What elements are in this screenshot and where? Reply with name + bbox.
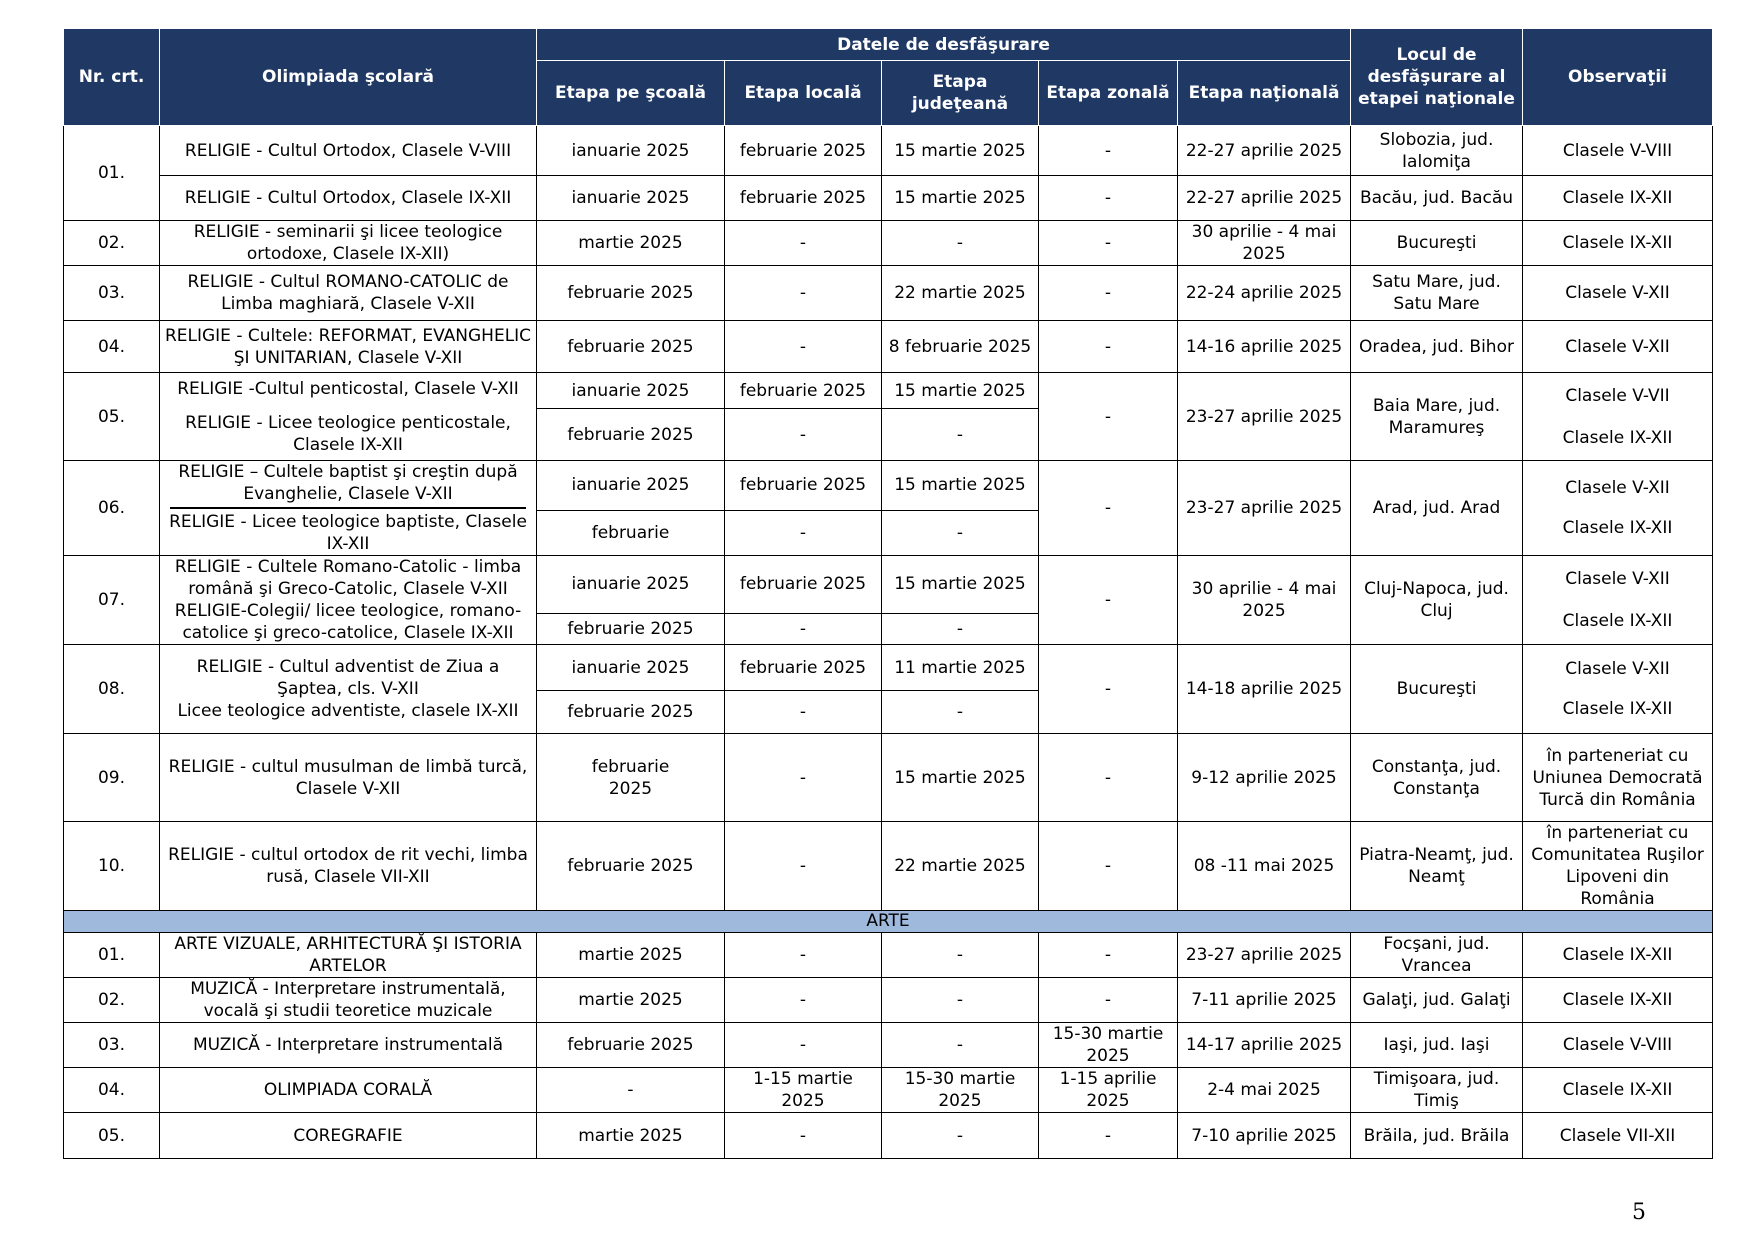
row-zonala: 1-15 aprilie 2025: [1039, 1068, 1178, 1113]
row-scoala: februarie 2025: [537, 613, 725, 644]
table-row: [64, 373, 1713, 409]
row-scoala: ianuarie 2025: [537, 461, 725, 511]
row-nationala: 22-24 aprilie 2025: [1178, 266, 1351, 321]
header-datele: Datele de desfăşurare: [537, 29, 1351, 61]
row-scoala: februarie 2025: [537, 822, 725, 911]
row-scoala: martie 2025: [537, 1113, 725, 1159]
table-row: [64, 321, 1713, 373]
table-row: [64, 734, 1713, 822]
row-judeteana: 15 martie 2025: [882, 734, 1039, 822]
table-row: [64, 645, 1713, 691]
table-row: [64, 978, 1713, 1023]
row-nr: 05.: [64, 1113, 160, 1159]
row-loc: Satu Mare, jud. Satu Mare: [1351, 266, 1523, 321]
row-judeteana: -: [882, 510, 1039, 555]
row-loc: Focşani, jud. Vrancea: [1351, 933, 1523, 978]
header-etapa-judeteana: Etapa judeţeană: [882, 61, 1039, 126]
row-obs: Clasele IX-XII: [1523, 176, 1713, 221]
row-nr: 07.: [64, 556, 160, 645]
table-row: [64, 1113, 1713, 1159]
row-olimpiada: RELIGIE - Cultele: REFORMAT, EVANGHELIC ŞI UNITARIAN, Clasele V-XII: [160, 321, 537, 373]
table-row: [64, 822, 1713, 911]
obs-line-b: Clasele IX-XII: [1562, 518, 1673, 538]
table-row: [64, 556, 1713, 614]
row-scoala: ianuarie 2025: [537, 556, 725, 614]
olimpiada-line-b: RELIGIE - Licee teologice baptiste, Clasele IX-XII: [169, 512, 527, 554]
row-locala: 1-15 martie 2025: [725, 1068, 882, 1113]
row-loc: Bucureşti: [1351, 645, 1523, 734]
row-nationala: 9-12 aprilie 2025: [1178, 734, 1351, 822]
row-loc: Arad, jud. Arad: [1351, 461, 1523, 556]
row-nationala: 14-17 aprilie 2025: [1178, 1023, 1351, 1068]
row-locala: februarie 2025: [725, 556, 882, 614]
row-loc: Timişoara, jud. Timiş: [1351, 1068, 1523, 1113]
row-locala: -: [725, 409, 882, 461]
row-nr: 09.: [64, 734, 160, 822]
row-olimpiada: RELIGIE - seminarii şi licee teologice ortodoxe, Clasele IX-XII): [160, 221, 537, 266]
row-olimpiada: RELIGIE - Cultul ROMANO-CATOLIC de Limba maghiară, Clasele V-XII: [160, 266, 537, 321]
row-scoala: ianuarie 2025: [537, 126, 725, 176]
row-locala: -: [725, 613, 882, 644]
row-scoala: februarie 2025: [537, 734, 725, 822]
row-scoala: martie 2025: [537, 978, 725, 1023]
row-obs: [1523, 645, 1713, 734]
table-row: [64, 126, 1713, 176]
header-etapa-zonala: Etapa zonală: [1039, 61, 1178, 126]
row-locala: februarie 2025: [725, 176, 882, 221]
row-obs: Clasele IX-XII: [1523, 221, 1713, 266]
row-nr: 05.: [64, 373, 160, 461]
row-locala: -: [725, 510, 882, 555]
table-row: [64, 461, 1713, 511]
row-nr: 06.: [64, 461, 160, 556]
row-nationala: 23-27 aprilie 2025: [1178, 373, 1351, 461]
row-locala: februarie 2025: [725, 645, 882, 691]
row-nr: 02.: [64, 978, 160, 1023]
row-zonala: -: [1039, 126, 1178, 176]
row-loc: Brăila, jud. Brăila: [1351, 1113, 1523, 1159]
row-scoala: februarie 2025: [537, 691, 725, 734]
row-obs: Clasele VII-XII: [1523, 1113, 1713, 1159]
row-scoala: ianuarie 2025: [537, 645, 725, 691]
row-loc: Bacău, jud. Bacău: [1351, 176, 1523, 221]
row-judeteana: -: [882, 1023, 1039, 1068]
row-zonala: -: [1039, 822, 1178, 911]
row-nationala: 2-4 mai 2025: [1178, 1068, 1351, 1113]
row-judeteana: 15-30 martie 2025: [882, 1068, 1039, 1113]
row-olimpiada: [160, 461, 537, 556]
page-number: 5: [1632, 1200, 1646, 1225]
row-scoala: ianuarie 2025: [537, 176, 725, 221]
divider: [170, 507, 526, 509]
row-zonala: -: [1039, 933, 1178, 978]
row-locala: -: [725, 691, 882, 734]
row-loc: Galaţi, jud. Galaţi: [1351, 978, 1523, 1023]
header-etapa-locala: Etapa locală: [725, 61, 882, 126]
row-nationala: 14-16 aprilie 2025: [1178, 321, 1351, 373]
row-locala: februarie 2025: [725, 373, 882, 409]
row-scoala: februarie 2025: [537, 321, 725, 373]
row-locala: -: [725, 933, 882, 978]
row-nr: 03.: [64, 1023, 160, 1068]
row-obs: Clasele IX-XII: [1523, 978, 1713, 1023]
olimpiada-line-b: Licee teologice adventiste, clasele IX-XII: [177, 701, 519, 721]
row-judeteana: -: [882, 613, 1039, 644]
row-judeteana: -: [882, 978, 1039, 1023]
row-olimpiada: RELIGIE - cultul musulman de limbă turcă, Clasele V-XII: [160, 734, 537, 822]
row-nationala: 22-27 aprilie 2025: [1178, 176, 1351, 221]
row-nationala: 23-27 aprilie 2025: [1178, 933, 1351, 978]
row-locala: -: [725, 266, 882, 321]
row-scoala: ianuarie 2025: [537, 373, 725, 409]
row-locala: februarie 2025: [725, 126, 882, 176]
olimpiada-line-a: RELIGIE - Cultul adventist de Ziua a Şaptea, cls. V-XII: [196, 657, 500, 699]
row-olimpiada: MUZICĂ - Interpretare instrumentală: [160, 1023, 537, 1068]
row-zonala: -: [1039, 373, 1178, 461]
row-nr: 03.: [64, 266, 160, 321]
olimpiada-line-a: RELIGIE – Cultele baptist şi creştin după Evanghelie, Clasele V-XII: [178, 462, 518, 504]
row-judeteana: 15 martie 2025: [882, 176, 1039, 221]
row-nationala: 30 aprilie - 4 mai 2025: [1178, 556, 1351, 645]
row-judeteana: -: [882, 409, 1039, 461]
row-zonala: -: [1039, 734, 1178, 822]
row-judeteana: 22 martie 2025: [882, 266, 1039, 321]
row-judeteana: 11 martie 2025: [882, 645, 1039, 691]
row-nationala: 7-10 aprilie 2025: [1178, 1113, 1351, 1159]
obs-line-b: Clasele IX-XII: [1562, 427, 1673, 448]
row-obs: Clasele V-XII: [1523, 266, 1713, 321]
row-judeteana: -: [882, 933, 1039, 978]
row-judeteana: 8 februarie 2025: [882, 321, 1039, 373]
row-olimpiada: MUZICĂ - Interpretare instrumentală, vocală şi studii teoretice muzicale: [160, 978, 537, 1023]
obs-line-a: Clasele V-VII: [1565, 385, 1670, 406]
section-row: [64, 911, 1713, 933]
section-arte-title: ARTE: [64, 911, 1713, 933]
row-locala: -: [725, 321, 882, 373]
row-obs: Clasele V-VIII: [1523, 1023, 1713, 1068]
row-judeteana: 15 martie 2025: [882, 556, 1039, 614]
row-judeteana: 15 martie 2025: [882, 126, 1039, 176]
row-obs: Clasele IX-XII: [1523, 933, 1713, 978]
row-olimpiada: [160, 556, 537, 645]
row-scoala: -: [537, 1068, 725, 1113]
olympiad-schedule-table: [63, 28, 1713, 1159]
row-zonala: -: [1039, 176, 1178, 221]
row-scoala: martie 2025: [537, 933, 725, 978]
row-scoala: martie 2025: [537, 221, 725, 266]
row-obs: în parteneriat cu Comunitatea Ruşilor Lipoveni din România: [1523, 822, 1713, 911]
table-row: [64, 176, 1713, 221]
header-olimpiada: Olimpiada şcolară: [160, 29, 537, 126]
header-nr: Nr. crt.: [64, 29, 160, 126]
row-zonala: -: [1039, 1113, 1178, 1159]
obs-line-a: Clasele V-XII: [1565, 478, 1670, 498]
obs-line-b: Clasele IX-XII: [1562, 611, 1673, 631]
row-judeteana: -: [882, 1113, 1039, 1159]
row-nationala: 23-27 aprilie 2025: [1178, 461, 1351, 556]
row-loc: Oradea, jud. Bihor: [1351, 321, 1523, 373]
table-row: [64, 1023, 1713, 1068]
row-obs: Clasele V-VIII: [1523, 126, 1713, 176]
row-locala: -: [725, 221, 882, 266]
olimpiada-line-b: RELIGIE-Colegii/ licee teologice, romano-catolice şi greco-catolice, Clasele IX-XII: [174, 601, 522, 643]
row-obs: [1523, 461, 1713, 556]
row-zonala: -: [1039, 321, 1178, 373]
row-locala: -: [725, 1113, 882, 1159]
row-nr: 08.: [64, 645, 160, 734]
row-loc: Bucureşti: [1351, 221, 1523, 266]
olimpiada-line-a: RELIGIE -Cultul penticostal, Clasele V-XII: [177, 378, 519, 399]
row-scoala: februarie 2025: [537, 409, 725, 461]
row-locala: -: [725, 1023, 882, 1068]
row-nationala: 08 -11 mai 2025: [1178, 822, 1351, 911]
row-zonala: -: [1039, 221, 1178, 266]
olimpiada-line-b: RELIGIE - Licee teologice penticostale, Clasele IX-XII: [185, 412, 511, 455]
row-loc: Iaşi, jud. Iaşi: [1351, 1023, 1523, 1068]
row-scoala: februarie 2025: [537, 1023, 725, 1068]
obs-line-b: Clasele IX-XII: [1562, 699, 1673, 719]
row-judeteana: 22 martie 2025: [882, 822, 1039, 911]
row-judeteana: 15 martie 2025: [882, 373, 1039, 409]
header-locul: Locul de desfăşurare al etapei naţionale: [1351, 29, 1523, 126]
table-header: [64, 29, 1713, 126]
row-obs: [1523, 373, 1713, 461]
header-observatii: Observaţii: [1523, 29, 1713, 126]
obs-line-a: Clasele V-XII: [1565, 659, 1670, 679]
row-locala: -: [725, 822, 882, 911]
row-obs: Clasele IX-XII: [1523, 1068, 1713, 1113]
row-judeteana: 15 martie 2025: [882, 461, 1039, 511]
header-etapa-scoala: Etapa pe şcoală: [537, 61, 725, 126]
row-nationala: 22-27 aprilie 2025: [1178, 126, 1351, 176]
row-nationala: 7-11 aprilie 2025: [1178, 978, 1351, 1023]
row-nr: 04.: [64, 1068, 160, 1113]
row-olimpiada: COREGRAFIE: [160, 1113, 537, 1159]
row-obs: în parteneriat cu Uniunea Democrată Turcă din România: [1523, 734, 1713, 822]
row-loc: Baia Mare, jud. Maramureş: [1351, 373, 1523, 461]
row-judeteana: -: [882, 691, 1039, 734]
row-olimpiada: RELIGIE - Cultul Ortodox, Clasele IX-XII: [160, 176, 537, 221]
row-obs: [1523, 556, 1713, 645]
row-nr: 01.: [64, 126, 160, 221]
row-zonala: -: [1039, 556, 1178, 645]
row-olimpiada: OLIMPIADA CORALĂ: [160, 1068, 537, 1113]
row-locala: -: [725, 978, 882, 1023]
row-loc: Cluj-Napoca, jud. Cluj: [1351, 556, 1523, 645]
row-olimpiada: [160, 645, 537, 734]
table-row: [64, 221, 1713, 266]
row-loc: Constanţa, jud. Constanţa: [1351, 734, 1523, 822]
row-nr: 01.: [64, 933, 160, 978]
table-row: [64, 1068, 1713, 1113]
row-nationala: 14-18 aprilie 2025: [1178, 645, 1351, 734]
row-olimpiada: RELIGIE - Cultul Ortodox, Clasele V-VIII: [160, 126, 537, 176]
row-nr: 10.: [64, 822, 160, 911]
row-scoala: februarie: [537, 510, 725, 555]
row-locala: -: [725, 734, 882, 822]
table-row: [64, 933, 1713, 978]
header-etapa-nationala: Etapa naţională: [1178, 61, 1351, 126]
row-loc: Slobozia, jud. Ialomiţa: [1351, 126, 1523, 176]
table-row: [64, 266, 1713, 321]
row-loc: Piatra-Neamţ, jud. Neamţ: [1351, 822, 1523, 911]
row-zonala: 15-30 martie 2025: [1039, 1023, 1178, 1068]
row-judeteana: -: [882, 221, 1039, 266]
olimpiada-line-a: RELIGIE - Cultele Romano-Catolic - limba română şi Greco-Catolic, Clasele V-XII: [174, 557, 522, 599]
row-locala: februarie 2025: [725, 461, 882, 511]
row-olimpiada: [160, 373, 537, 461]
row-zonala: -: [1039, 978, 1178, 1023]
row-nr: 04.: [64, 321, 160, 373]
row-zonala: -: [1039, 266, 1178, 321]
row-obs: Clasele V-XII: [1523, 321, 1713, 373]
row-olimpiada: RELIGIE - cultul ortodox de rit vechi, limba rusă, Clasele VII-XII: [160, 822, 537, 911]
row-zonala: -: [1039, 645, 1178, 734]
obs-line-a: Clasele V-XII: [1565, 569, 1670, 589]
row-olimpiada: ARTE VIZUALE, ARHITECTURĂ ŞI ISTORIA ARTELOR: [160, 933, 537, 978]
row-nr: 02.: [64, 221, 160, 266]
row-scoala: februarie 2025: [537, 266, 725, 321]
row-zonala: -: [1039, 461, 1178, 556]
row-nationala: 30 aprilie - 4 mai 2025: [1178, 221, 1351, 266]
